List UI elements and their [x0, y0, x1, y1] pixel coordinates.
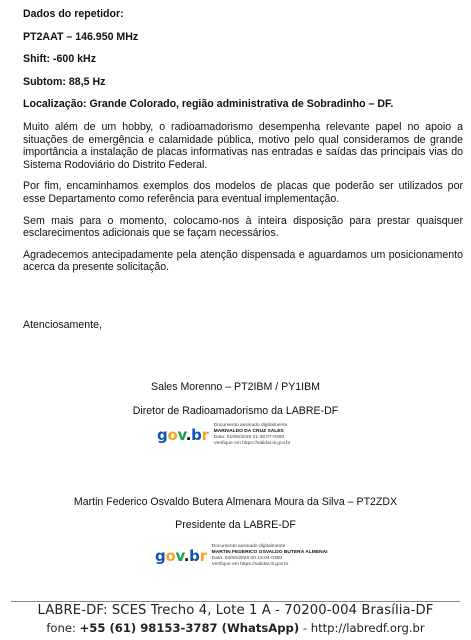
paragraph-thanks: Agradecemos antecipadamente pela atenção dispensada e aguardamos um posicionamento acerca da presente solicitação. [23, 248, 463, 274]
signature-date: Data: 02/06/2026 00:16:04-0300 [211, 556, 283, 561]
signature-signer: MARIVALDO DA CRUZ SALES [213, 429, 284, 434]
footer-contact [0, 621, 471, 635]
signature-verify-link[interactable]: Verifique em https://validar.iti.gov.br [211, 562, 289, 567]
signature-signer: MARTIN FEDERICO OSVALDO BUTERA ALMENAI [211, 550, 328, 555]
signatory-1-role: Diretor de Radioamadorismo da LABRE-DF [132, 405, 339, 417]
signature-details [212, 542, 328, 568]
govbr-logo-icon: gov.br [157, 426, 209, 444]
paragraph-examples: Por fim, encaminhamos exemplos dos modelos de placas que poderão ser utilizados por esse Departamento como referência para eventual implementação. [23, 180, 463, 205]
letter-body [23, 8, 463, 283]
footer-phone[interactable]: +55 (61) 98153-3787 (WhatsApp) [79, 621, 300, 635]
footer-website-link[interactable]: http://labredf.org.br [310, 621, 425, 635]
signatory-2-role: Presidente da LABRE-DF [175, 519, 296, 531]
repeater-subtone: Subtom: 88,5 Hz [23, 75, 106, 88]
footer-separator: - [302, 621, 308, 635]
repeater-shift: Shift: -600 kHz [23, 53, 96, 66]
digital-signature-stamp-1 [157, 421, 291, 455]
signature-caption: Documento assinado digitalmente [211, 544, 286, 549]
paragraph-hobby: Muito além de um hobby, o radioamadorismo desempenha relevante papel no apoio a situações de emergência e calamidade pública, motivo pelo qual consideramos de grande importância a instalação de placas informativas nas entradas e saídas das principais vias do Sistema Rodoviário do Distrito Federal. [23, 120, 463, 171]
signatory-1-name: Sales Morenno – PT2IBM / PY1IBM [151, 381, 320, 393]
repeater-frequency: PT2AAT – 146.950 MHz [23, 30, 139, 43]
signature-details [214, 421, 291, 447]
repeater-heading: Dados do repetidor: [23, 8, 124, 20]
digital-signature-stamp-2 [155, 542, 328, 576]
govbr-logo-icon: gov.br [155, 547, 207, 565]
signature-verify-link[interactable]: Verifique em https://validar.iti.gov.br [213, 441, 291, 446]
repeater-location: Localização: Grande Colorado, região administrativa de Sobradinho – DF. [23, 98, 394, 111]
signature-caption: Documento assinado digitalmente [213, 423, 288, 428]
footer-address: LABRE-DF: SCES Trecho 4, Lote 1 A - 70200-004 Brasília-DF [37, 603, 434, 618]
footer-phone-prefix: fone: [46, 621, 76, 635]
closing-salutation: Atenciosamente, [23, 319, 102, 331]
signature-date: Data: 01/06/2026 21:38:07-0300 [213, 435, 285, 440]
paragraph-availability: Sem mais para o momento, colocamo-nos à inteira disposição para prestar quaisquer esclarecimentos adicionais que se façam necessários. [23, 214, 463, 240]
footer-divider [11, 601, 460, 602]
signatory-2-name: Martin Federico Osvaldo Butera Almenara Moura da Silva – PT2ZDX [73, 496, 398, 508]
